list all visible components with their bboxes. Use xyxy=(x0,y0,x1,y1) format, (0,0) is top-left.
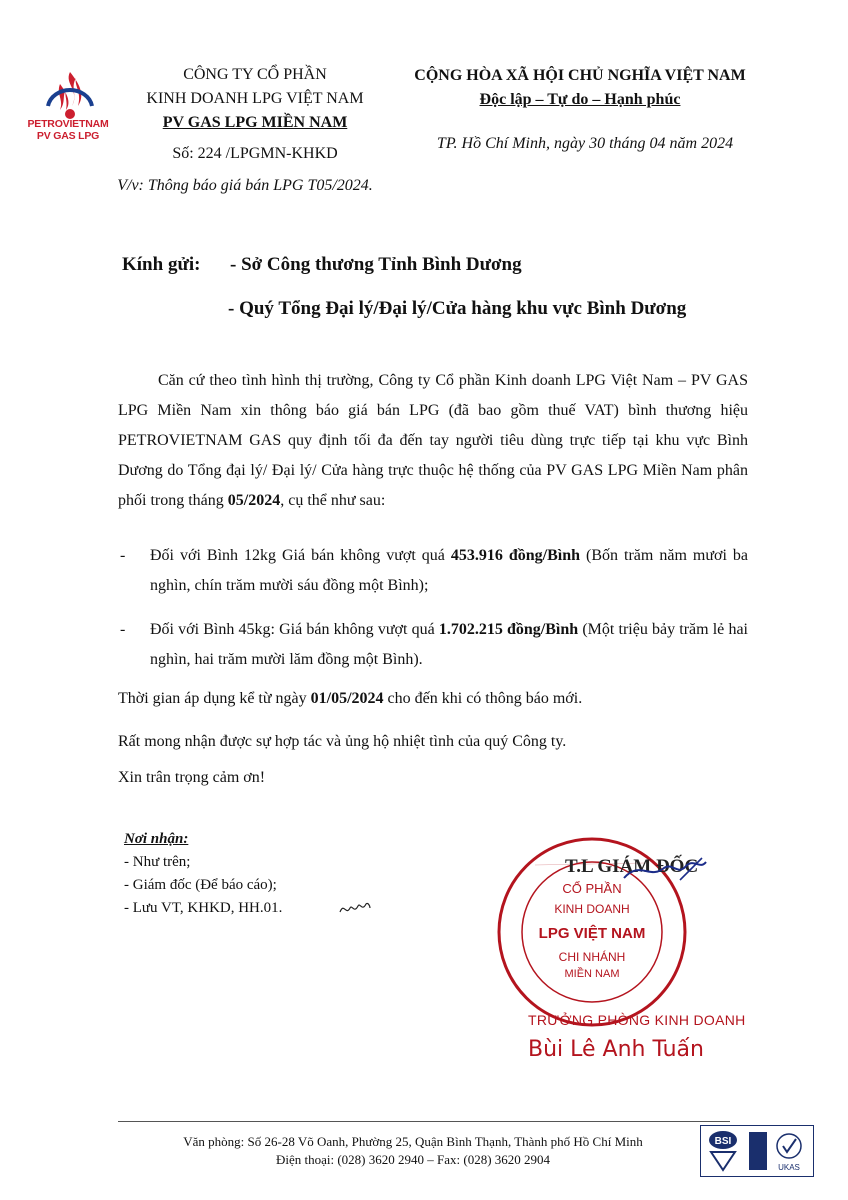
recipient-1: - Sở Công thương Tỉnh Bình Dương xyxy=(230,254,522,275)
company-name-line2: KINH DOANH LPG VIỆT NAM xyxy=(146,90,364,107)
company-branch: PV GAS LPG MIỀN NAM xyxy=(162,114,348,131)
seal-text-3: LPG VIỆT NAM xyxy=(538,925,646,942)
national-title: CỘNG HÒA XÃ HỘI CHỦ NGHĨA VIỆT NAM xyxy=(414,67,746,84)
receiver-item: - Như trên; xyxy=(124,854,191,870)
ukas-text: UKAS xyxy=(778,1163,800,1172)
footer-address: Văn phòng: Số 26-28 Võ Oanh, Phường 25, Quận Bình Thạnh, Thành phố Hồ Chí Minh xyxy=(183,1134,643,1149)
receivers-heading: Nơi nhận: xyxy=(124,831,189,847)
handwritten-signature xyxy=(620,850,710,890)
apply-date-line: Thời gian áp dụng kể từ ngày 01/05/2024 cho đến khi có thông báo mới. xyxy=(118,690,583,707)
footer-divider xyxy=(118,1121,730,1122)
price-item-45kg: - Đối với Bình 45kg: Giá bán không vượt quá 1.702.215 đồng/Bình (Một triệu bảy trăm lẻ hai nghìn, hai trăm mười lăm đồng một Bình). xyxy=(120,621,748,668)
seal-text-1: CỔ PHẦN xyxy=(562,881,622,896)
logo-text: PETROVIETNAM PV GAS LPG xyxy=(27,118,109,142)
signer-position: TRƯỞNG PHÒNG KINH DOANH xyxy=(528,1012,746,1028)
document-date: TP. Hồ Chí Minh, ngày 30 tháng 04 năm 2024 xyxy=(436,135,734,152)
recipient-label: Kính gửi: xyxy=(122,254,201,275)
footer-phone: Điện thoại: (028) 3620 2940 – Fax: (028) 3620 2904 xyxy=(275,1152,551,1167)
initials-mark xyxy=(338,898,372,920)
receivers-block xyxy=(124,828,282,920)
thanks-line: Xin trân trọng cảm ơn! xyxy=(118,769,266,786)
seal-text-5: MIỀN NAM xyxy=(564,968,620,980)
company-name-line1: CÔNG TY CỔ PHẦN xyxy=(183,66,327,83)
national-motto: Độc lập – Tự do – Hạnh phúc xyxy=(479,91,681,108)
recipient-2: - Quý Tổng Đại lý/Đại lý/Cửa hàng khu vực Bình Dương xyxy=(228,298,687,319)
document-number: Số: 224 /LPGMN-KHKD xyxy=(172,145,338,162)
seal-text-4: CHI NHÁNH xyxy=(558,950,626,964)
intro-paragraph: Căn cứ theo tình hình thị trường, Công ty Cổ phần Kinh doanh LPG Việt Nam – PV GAS LPG Miền Nam xin thông báo giá bán LPG (đã bao gồm thuế VAT) bình thương hiệu PETROVIETNAM GAS quy định tối đa đến tay người tiêu dùng trực tiếp tại khu vực Bình Dương do Tổng đại lý/ Đại lý/ Cửa hàng trực thuộc hệ thống của PV GAS LPG Miền Nam phân phối trong tháng 05/2024, cụ thể như sau: xyxy=(118,372,748,509)
certification-badge xyxy=(700,1125,814,1177)
bsi-text: BSI xyxy=(714,1136,732,1147)
signer-title: T.L GIÁM ĐỐC xyxy=(565,856,699,877)
signer-name: Bùi Lê Anh Tuấn xyxy=(528,1037,704,1062)
receiver-item: - Lưu VT, KHKD, HH.01. xyxy=(124,900,283,916)
price-item-12kg: - Đối với Bình 12kg Giá bán không vượt quá 453.916 đồng/Bình (Bốn trăm năm mươi ba nghìn, chín trăm mười sáu đồng một Bình); xyxy=(120,547,749,594)
receiver-item: - Giám đốc (Để báo cáo); xyxy=(124,877,277,893)
document-subject: V/v: Thông báo giá bán LPG T05/2024. xyxy=(117,177,373,194)
bsi-ukas-logo xyxy=(701,1126,813,1176)
cooperation-line: Rất mong nhận được sự hợp tác và ủng hộ nhiệt tình của quý Công ty. xyxy=(118,733,567,750)
seal-text-2: KINH DOANH xyxy=(554,902,630,916)
